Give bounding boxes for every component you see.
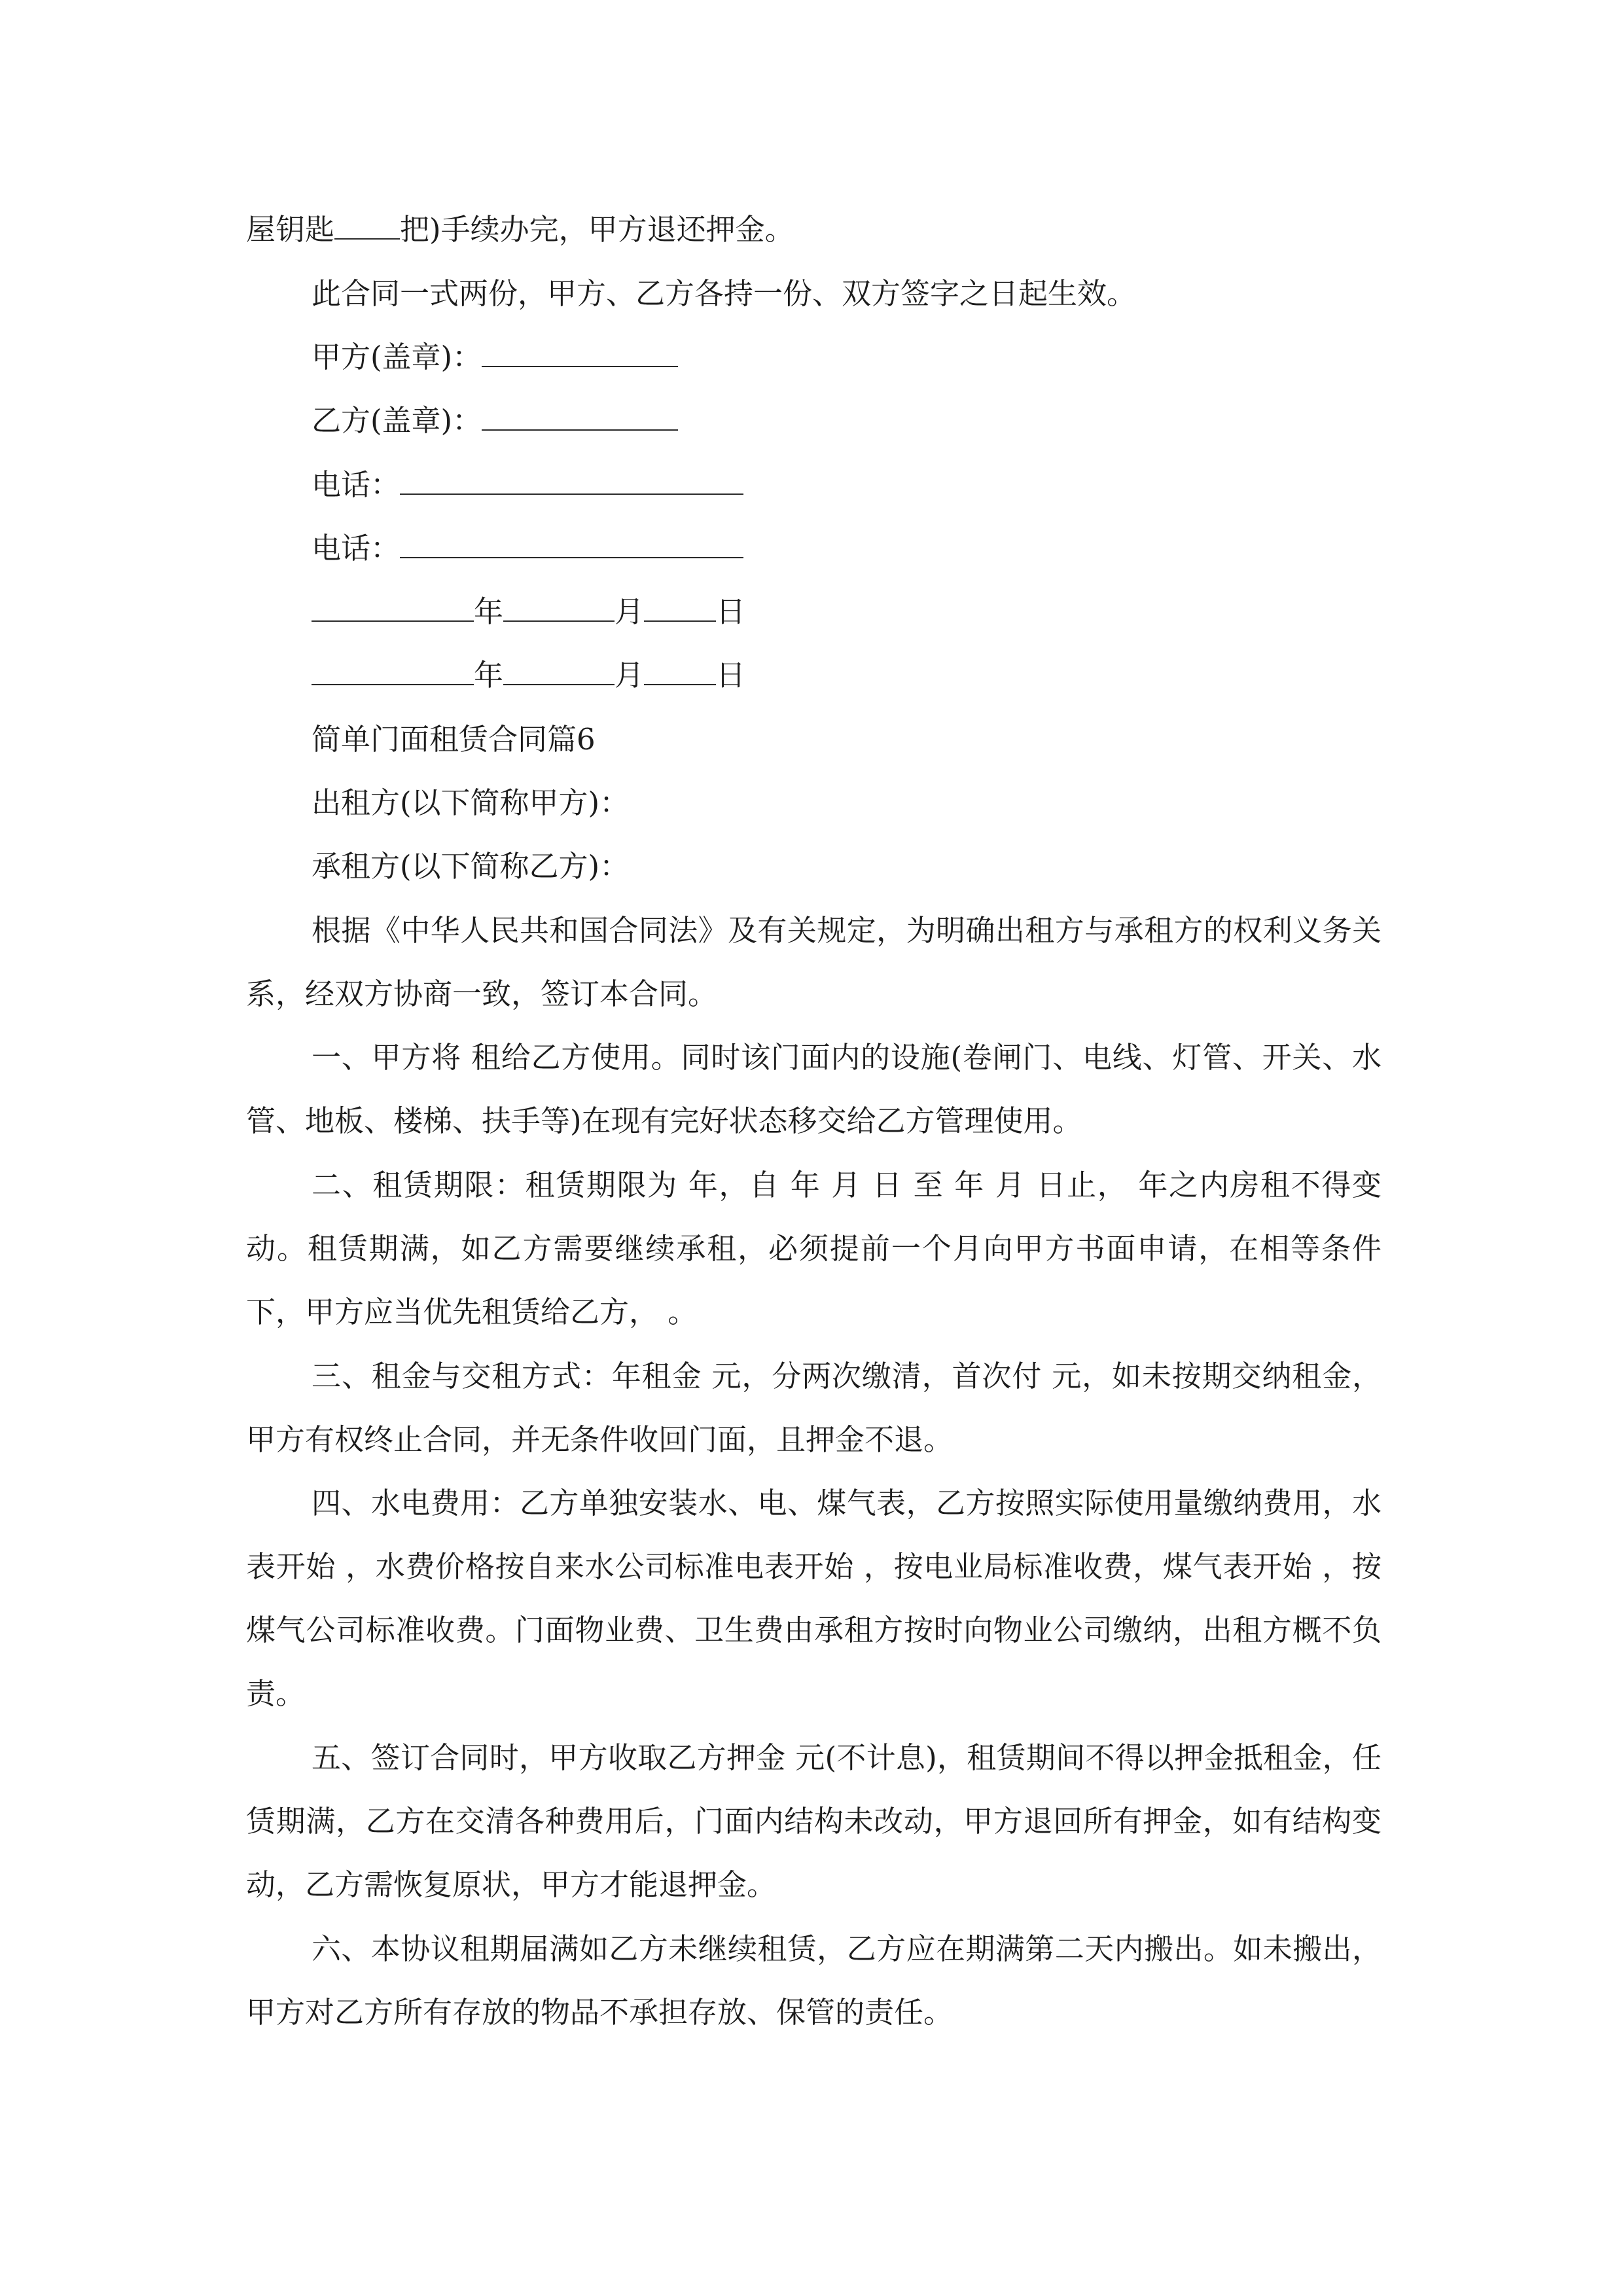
year-label-1: 年 xyxy=(474,594,504,629)
clause-1: 一、甲方将 租给乙方使用。同时该门面内的设施(卷闸门、电线、灯管、开关、水管、地板、楼梯、扶手等)在现有完好状态移交给乙方管理使用。 xyxy=(246,1040,1382,1138)
top-line-text-start: 屋钥匙 xyxy=(246,212,335,247)
party-b-seal-label: 乙方(盖章)： xyxy=(312,403,482,438)
year-label-2: 年 xyxy=(474,658,504,692)
clause-2: 二、租赁期限：租赁期限为 年，自 年 月 日 至 年 月 日止， 年之内房租不得变动。租赁期满，如乙方需要继续承租，必须提前一个月向甲方书面申请，在相等条件下，甲方应当优先租赁给乙方， 。 xyxy=(246,1168,1382,1329)
clause-6: 六、本协议租期届满如乙方未继续租赁，乙方应在期满第二天内搬出。如未搬出，甲方对乙方所有存放的物品不承担存放、保管的责任。 xyxy=(246,1931,1382,2030)
day-blank-1 xyxy=(644,586,716,622)
clause-4: 四、水电费用：乙方单独安装水、电、煤气表，乙方按照实际使用量缴纳费用，水表开始 ，水费价格按自来水公司标准电表开始 ，按电业局标准收费，煤气表开始 ，按煤气公司标准收费。门面物业费、卫生费由承租方按时向物业公司缴纳，出租方概不负责。 xyxy=(246,1486,1382,1711)
lessee-label: 承租方(以下简称乙方)： xyxy=(312,849,630,884)
date-line-2 xyxy=(312,643,745,707)
month-label-1: 月 xyxy=(615,594,645,629)
phone-blank-2 xyxy=(400,523,743,558)
day-label-2: 日 xyxy=(716,658,746,692)
phone-label-2: 电话： xyxy=(312,531,401,565)
copies-clause: 此合同一式两份，甲方、乙方各持一份、双方签字之日起生效。 xyxy=(312,276,1137,311)
party-a-seal-line xyxy=(312,325,678,389)
clause-5: 五、签订合同时，甲方收取乙方押金 元(不计息)，租赁期间不得以押金抵租金，任赁期满，乙方在交清各种费用后，门面内结构未改动，甲方退回所有押金，如有结构变动，乙方需恢复原状，甲方才能退押金。 xyxy=(246,1740,1382,1902)
day-label-1: 日 xyxy=(716,594,746,629)
party-b-seal-line xyxy=(312,389,678,452)
party-b-seal-blank xyxy=(482,395,678,431)
key-count-blank xyxy=(334,204,400,240)
month-blank-2 xyxy=(503,650,615,685)
month-label-2: 月 xyxy=(615,658,645,692)
date-line-1 xyxy=(312,580,745,643)
top-line xyxy=(246,198,1382,261)
intro-paragraph: 根据《中华人民共和国合同法》及有关规定，为明确出租方与承租方的权利义务关系，经双方协商一致，签订本合同。 xyxy=(246,913,1382,1011)
clause-3: 三、租金与交租方式：年租金 元，分两次缴清，首次付 元，如未按期交纳租金，甲方有权终止合同，并无条件收回门面，且押金不退。 xyxy=(246,1359,1382,1457)
phone-line-2 xyxy=(312,516,743,580)
section-title: 简单门面租赁合同篇6 xyxy=(312,722,596,757)
top-line-text-end: 把)手续办完，甲方退还押金。 xyxy=(400,212,794,247)
lessor-label: 出租方(以下简称甲方)： xyxy=(312,785,630,820)
party-a-seal-label: 甲方(盖章)： xyxy=(312,340,482,374)
phone-blank-1 xyxy=(400,459,743,495)
day-blank-2 xyxy=(644,650,716,685)
year-blank-1 xyxy=(312,586,474,622)
phone-line-1 xyxy=(312,453,743,516)
party-a-seal-blank xyxy=(482,332,678,367)
phone-label-1: 电话： xyxy=(312,467,401,502)
month-blank-1 xyxy=(503,586,615,622)
year-blank-2 xyxy=(312,650,474,685)
